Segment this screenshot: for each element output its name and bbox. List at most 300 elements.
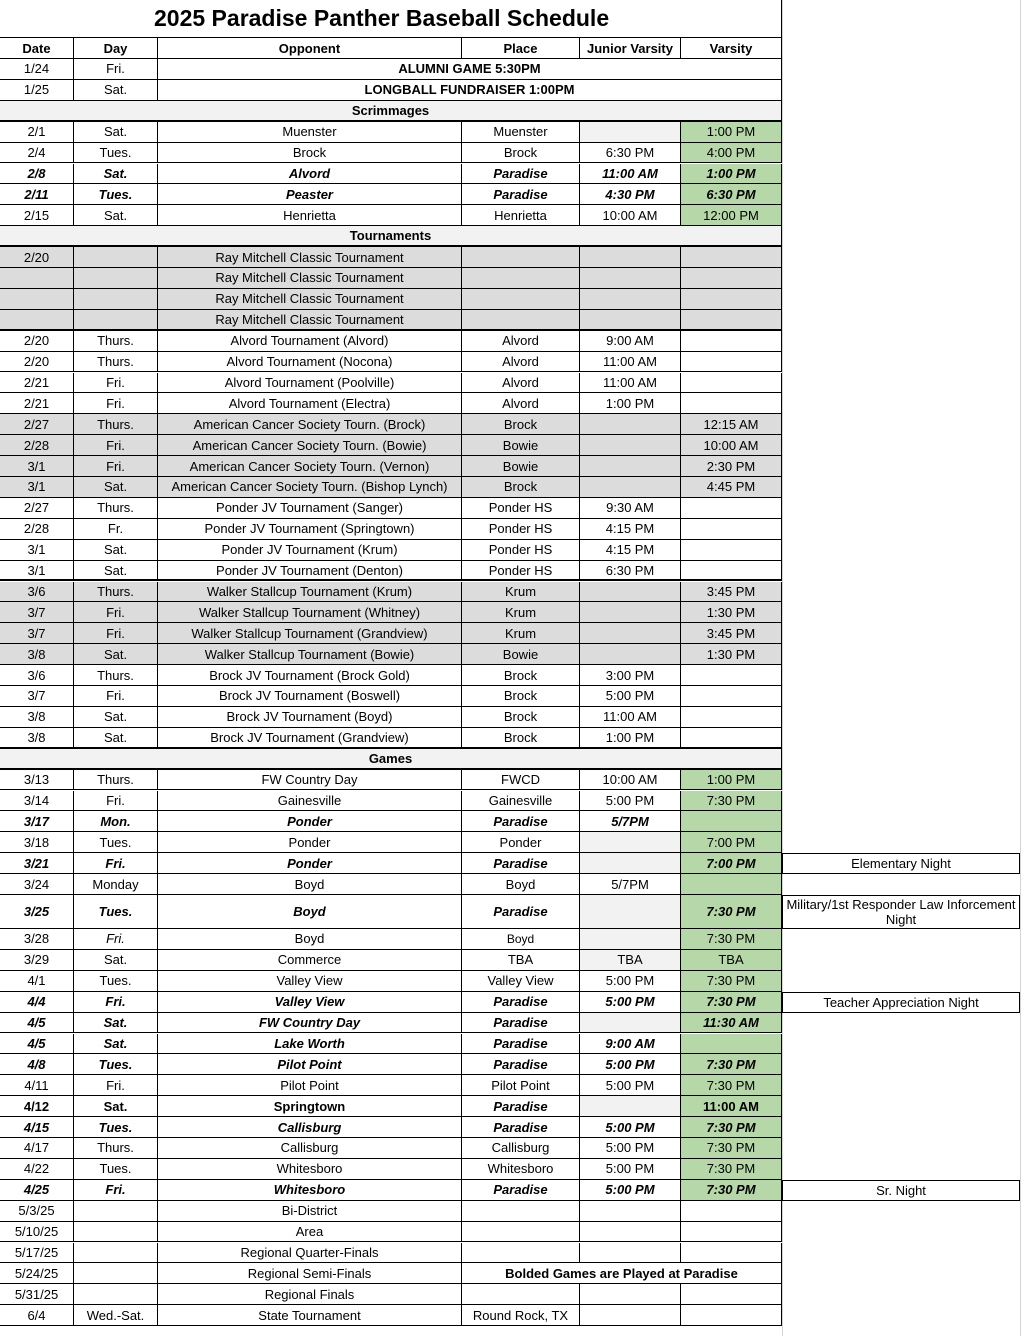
day-cell: Sat. — [74, 561, 158, 582]
place-cell — [462, 247, 580, 268]
jv-time-cell — [580, 477, 681, 498]
date-cell: 3/18 — [0, 832, 74, 853]
opponent-cell: Callisburg — [158, 1138, 462, 1159]
varsity-time-cell: 7:30 PM — [681, 1180, 782, 1201]
date-cell: 3/8 — [0, 707, 74, 728]
date-cell: 2/27 — [0, 498, 74, 519]
table-row — [0, 1222, 1036, 1243]
varsity-time-cell — [681, 519, 782, 540]
jv-time-cell — [580, 414, 681, 435]
place-cell: Krum — [462, 582, 580, 603]
day-cell: Fri. — [74, 791, 158, 812]
opponent-cell: Ray Mitchell Classic Tournament — [158, 268, 462, 289]
place-cell: Valley View — [462, 971, 580, 992]
opponent-cell: Alvord Tournament (Poolville) — [158, 373, 462, 394]
jv-time-cell: 5:00 PM — [580, 1075, 681, 1096]
title-row — [0, 0, 1036, 38]
date-cell: 3/1 — [0, 456, 74, 477]
date-cell: 3/7 — [0, 623, 74, 644]
jv-time-cell: 10:00 AM — [580, 205, 681, 226]
varsity-time-cell — [681, 310, 782, 331]
table-row — [0, 268, 1036, 289]
date-cell: 3/28 — [0, 929, 74, 950]
place-cell: Krum — [462, 602, 580, 623]
table-row — [0, 602, 1036, 623]
varsity-time-cell — [681, 352, 782, 373]
day-cell — [74, 1222, 158, 1243]
table-row — [0, 971, 1036, 992]
opponent-cell: Regional Quarter-Finals — [158, 1243, 462, 1264]
day-cell: Tues. — [74, 895, 158, 929]
varsity-time-cell — [681, 686, 782, 707]
varsity-time-cell: 7:30 PM — [681, 971, 782, 992]
jv-time-cell: 5:00 PM — [580, 1054, 681, 1075]
place-cell: Alvord — [462, 373, 580, 394]
varsity-time-cell — [681, 498, 782, 519]
varsity-time-cell — [681, 707, 782, 728]
opponent-cell: Brock — [158, 143, 462, 164]
day-cell: Thurs. — [74, 770, 158, 791]
date-cell: 6/4 — [0, 1305, 74, 1326]
opponent-cell: Springtown — [158, 1096, 462, 1117]
section-header-row — [0, 749, 1036, 770]
varsity-time-cell: 7:30 PM — [681, 1054, 782, 1075]
table-row — [0, 1263, 1036, 1284]
day-cell: Thurs. — [74, 1138, 158, 1159]
opponent-cell: Alvord Tournament (Nocona) — [158, 352, 462, 373]
place-cell: Gainesville — [462, 791, 580, 812]
place-cell: Ponder — [462, 832, 580, 853]
date-cell: 4/12 — [0, 1096, 74, 1117]
day-cell: Fri. — [74, 686, 158, 707]
place-cell: Ponder HS — [462, 519, 580, 540]
place-cell: Paradise — [462, 164, 580, 185]
table-row — [0, 992, 1036, 1013]
table-row — [0, 289, 1036, 310]
table-row — [0, 331, 1036, 352]
table-row — [0, 895, 1036, 929]
day-cell: Thurs. — [74, 665, 158, 686]
opponent-cell: Bi-District — [158, 1201, 462, 1222]
table-row — [0, 950, 1036, 971]
jv-time-cell: 3:00 PM — [580, 665, 681, 686]
place-cell: Alvord — [462, 331, 580, 352]
jv-time-cell — [580, 1096, 681, 1117]
place-cell: Callisburg — [462, 1138, 580, 1159]
jv-time-cell: 11:00 AM — [580, 164, 681, 185]
place-cell: Paradise — [462, 853, 580, 874]
day-cell: Fri. — [74, 623, 158, 644]
event-note-cell: Sr. Night — [782, 1180, 1020, 1201]
event-name-cell: ALUMNI GAME 5:30PM — [158, 59, 782, 80]
table-row — [0, 1034, 1036, 1055]
jv-time-cell — [580, 1222, 681, 1243]
opponent-cell: Ponder — [158, 853, 462, 874]
day-cell: Tues. — [74, 971, 158, 992]
day-cell: Sat. — [74, 80, 158, 101]
date-cell: 2/28 — [0, 435, 74, 456]
table-row — [0, 1075, 1036, 1096]
table-row — [0, 1013, 1036, 1034]
jv-time-cell: 5:00 PM — [580, 1117, 681, 1138]
day-cell: Sat. — [74, 707, 158, 728]
date-cell: 2/20 — [0, 247, 74, 268]
opponent-cell: Brock JV Tournament (Brock Gold) — [158, 665, 462, 686]
jv-time-cell: 5:00 PM — [580, 791, 681, 812]
day-cell — [74, 1243, 158, 1264]
opponent-cell: Lake Worth — [158, 1034, 462, 1055]
jv-time-cell — [580, 247, 681, 268]
date-cell: 2/4 — [0, 143, 74, 164]
place-cell: Brock — [462, 707, 580, 728]
opponent-cell: Ponder JV Tournament (Sanger) — [158, 498, 462, 519]
jv-time-cell: 1:00 PM — [580, 393, 681, 414]
day-cell: Fri. — [74, 435, 158, 456]
varsity-time-cell: 7:30 PM — [681, 929, 782, 950]
day-cell — [74, 289, 158, 310]
opponent-cell: Ponder JV Tournament (Krum) — [158, 540, 462, 561]
jv-time-cell — [580, 1284, 681, 1305]
table-row — [0, 686, 1036, 707]
date-cell: 1/24 — [0, 59, 74, 80]
jv-time-cell — [580, 122, 681, 143]
table-row — [0, 1138, 1036, 1159]
jv-time-cell — [580, 853, 681, 874]
jv-time-cell: 5:00 PM — [580, 1159, 681, 1180]
varsity-time-cell — [681, 561, 782, 582]
place-cell: Brock — [462, 477, 580, 498]
table-row — [0, 1201, 1036, 1222]
date-cell: 3/29 — [0, 950, 74, 971]
day-cell: Fri. — [74, 373, 158, 394]
opponent-cell: Area — [158, 1222, 462, 1243]
table-row — [0, 498, 1036, 519]
date-cell: 3/6 — [0, 665, 74, 686]
day-cell: Fri. — [74, 853, 158, 874]
table-row — [0, 1284, 1036, 1305]
date-cell: 3/13 — [0, 770, 74, 791]
day-cell: Fri. — [74, 393, 158, 414]
place-cell: Henrietta — [462, 205, 580, 226]
column-header-day: Day — [74, 38, 158, 59]
date-cell: 3/21 — [0, 853, 74, 874]
date-cell: 2/21 — [0, 393, 74, 414]
varsity-time-cell: 7:30 PM — [681, 1138, 782, 1159]
jv-time-cell: 4:15 PM — [580, 540, 681, 561]
jv-time-cell: 9:30 AM — [580, 498, 681, 519]
jv-time-cell — [580, 268, 681, 289]
day-cell: Sat. — [74, 1096, 158, 1117]
date-cell: 2/8 — [0, 164, 74, 185]
day-cell: Thurs. — [74, 498, 158, 519]
varsity-time-cell — [681, 728, 782, 749]
day-cell: Monday — [74, 874, 158, 895]
table-row — [0, 1054, 1036, 1075]
place-cell: Bowie — [462, 644, 580, 665]
place-cell: Alvord — [462, 393, 580, 414]
opponent-cell: Boyd — [158, 895, 462, 929]
day-cell: Tues. — [74, 1117, 158, 1138]
table-row — [0, 874, 1036, 895]
varsity-time-cell — [681, 247, 782, 268]
table-row — [0, 164, 1036, 185]
varsity-time-cell: 2:30 PM — [681, 456, 782, 477]
jv-time-cell — [580, 435, 681, 456]
table-row — [0, 143, 1036, 164]
varsity-time-cell: 7:30 PM — [681, 1117, 782, 1138]
event-row — [0, 80, 1036, 101]
varsity-time-cell — [681, 540, 782, 561]
varsity-time-cell: 3:45 PM — [681, 623, 782, 644]
event-row — [0, 59, 1036, 80]
varsity-time-cell — [681, 874, 782, 895]
table-row — [0, 519, 1036, 540]
date-cell: 3/24 — [0, 874, 74, 895]
place-cell: Ponder HS — [462, 540, 580, 561]
table-row — [0, 853, 1036, 874]
jv-time-cell — [580, 623, 681, 644]
day-cell — [74, 1284, 158, 1305]
date-cell: 3/7 — [0, 602, 74, 623]
day-cell: Fr. — [74, 519, 158, 540]
table-row — [0, 205, 1036, 226]
place-cell: Paradise — [462, 811, 580, 832]
day-cell: Fri. — [74, 602, 158, 623]
date-cell: 4/5 — [0, 1034, 74, 1055]
day-cell: Sat. — [74, 477, 158, 498]
table-row — [0, 770, 1036, 791]
opponent-cell: Pilot Point — [158, 1054, 462, 1075]
place-cell: Paradise — [462, 184, 580, 205]
table-row — [0, 1096, 1036, 1117]
table-row — [0, 832, 1036, 853]
section-title: Scrimmages — [0, 101, 782, 122]
date-cell: 3/1 — [0, 477, 74, 498]
opponent-cell: FW Country Day — [158, 1013, 462, 1034]
opponent-cell: State Tournament — [158, 1305, 462, 1326]
date-cell: 4/25 — [0, 1180, 74, 1201]
date-cell: 5/3/25 — [0, 1201, 74, 1222]
place-cell: Ponder HS — [462, 561, 580, 582]
place-cell: Boyd — [462, 874, 580, 895]
date-cell: 3/8 — [0, 728, 74, 749]
varsity-time-cell — [681, 1284, 782, 1305]
place-cell — [462, 289, 580, 310]
jv-time-cell: 11:00 AM — [580, 373, 681, 394]
day-cell: Tues. — [74, 143, 158, 164]
place-cell: Paradise — [462, 992, 580, 1013]
jv-time-cell: 5/7PM — [580, 874, 681, 895]
place-cell — [462, 310, 580, 331]
opponent-cell: Ray Mitchell Classic Tournament — [158, 289, 462, 310]
date-cell — [0, 289, 74, 310]
date-cell: 3/14 — [0, 791, 74, 812]
day-cell: Sat. — [74, 644, 158, 665]
opponent-cell: Callisburg — [158, 1117, 462, 1138]
opponent-cell: Whitesboro — [158, 1159, 462, 1180]
place-cell: TBA — [462, 950, 580, 971]
jv-time-cell: 11:00 AM — [580, 707, 681, 728]
place-cell: Muenster — [462, 122, 580, 143]
table-row — [0, 456, 1036, 477]
legend-note: Bolded Games are Played at Paradise — [462, 1263, 782, 1284]
opponent-cell: Walker Stallcup Tournament (Krum) — [158, 582, 462, 603]
opponent-cell: Brock JV Tournament (Boyd) — [158, 707, 462, 728]
varsity-time-cell — [681, 1034, 782, 1055]
opponent-cell: Ponder — [158, 832, 462, 853]
table-row — [0, 561, 1036, 582]
varsity-time-cell: 6:30 PM — [681, 184, 782, 205]
table-row — [0, 373, 1036, 394]
jv-time-cell: 6:30 PM — [580, 143, 681, 164]
varsity-time-cell: 11:30 AM — [681, 1013, 782, 1034]
opponent-cell: Brock JV Tournament (Grandview) — [158, 728, 462, 749]
opponent-cell: Alvord — [158, 164, 462, 185]
day-cell: Fri. — [74, 1180, 158, 1201]
day-cell: Tues. — [74, 1159, 158, 1180]
date-cell: 2/15 — [0, 205, 74, 226]
opponent-cell: Ponder JV Tournament (Denton) — [158, 561, 462, 582]
day-cell: Tues. — [74, 832, 158, 853]
day-cell — [74, 1201, 158, 1222]
date-cell: 3/1 — [0, 540, 74, 561]
event-note-cell: Teacher Appreciation Night — [782, 992, 1020, 1013]
jv-time-cell: 5:00 PM — [580, 686, 681, 707]
varsity-time-cell: 11:00 AM — [681, 1096, 782, 1117]
place-cell — [462, 1201, 580, 1222]
opponent-cell: Gainesville — [158, 791, 462, 812]
opponent-cell: Whitesboro — [158, 1180, 462, 1201]
table-row — [0, 393, 1036, 414]
varsity-time-cell: 12:00 PM — [681, 205, 782, 226]
date-cell — [0, 310, 74, 331]
varsity-time-cell: 10:00 AM — [681, 435, 782, 456]
jv-time-cell: 1:00 PM — [580, 728, 681, 749]
event-note-cell: Military/1st Responder Law Inforcement Night — [782, 895, 1020, 929]
day-cell: Fri. — [74, 59, 158, 80]
varsity-time-cell — [681, 1305, 782, 1326]
place-cell: Bowie — [462, 435, 580, 456]
day-cell: Sat. — [74, 205, 158, 226]
place-cell: Paradise — [462, 1054, 580, 1075]
table-row — [0, 477, 1036, 498]
table-row — [0, 707, 1036, 728]
varsity-time-cell: 7:30 PM — [681, 992, 782, 1013]
section-header-row — [0, 226, 1036, 247]
jv-time-cell: 5:00 PM — [580, 971, 681, 992]
date-cell: 4/11 — [0, 1075, 74, 1096]
opponent-cell: American Cancer Society Tourn. (Brock) — [158, 414, 462, 435]
jv-time-cell — [580, 644, 681, 665]
jv-time-cell: TBA — [580, 950, 681, 971]
varsity-time-cell: 4:00 PM — [681, 143, 782, 164]
jv-time-cell — [580, 582, 681, 603]
jv-time-cell — [580, 1201, 681, 1222]
date-cell: 4/15 — [0, 1117, 74, 1138]
place-cell — [462, 1243, 580, 1264]
opponent-cell: Ponder — [158, 811, 462, 832]
varsity-time-cell — [681, 1243, 782, 1264]
place-cell: Whitesboro — [462, 1159, 580, 1180]
section-title: Games — [0, 749, 782, 770]
day-cell: Thurs. — [74, 414, 158, 435]
place-cell: Brock — [462, 665, 580, 686]
date-cell: 5/24/25 — [0, 1263, 74, 1284]
date-cell: 5/31/25 — [0, 1284, 74, 1305]
table-row — [0, 811, 1036, 832]
date-cell: 2/28 — [0, 519, 74, 540]
jv-time-cell: 11:00 AM — [580, 352, 681, 373]
day-cell: Tues. — [74, 1054, 158, 1075]
day-cell: Mon. — [74, 811, 158, 832]
page-title: 2025 Paradise Panther Baseball Schedule — [0, 0, 782, 38]
header-row — [0, 38, 1036, 59]
opponent-cell: American Cancer Society Tourn. (Bishop Lynch) — [158, 477, 462, 498]
jv-time-cell: 5:00 PM — [580, 1180, 681, 1201]
day-cell — [74, 310, 158, 331]
varsity-time-cell: 7:30 PM — [681, 1075, 782, 1096]
varsity-time-cell: 1:30 PM — [681, 644, 782, 665]
event-note-cell: Elementary Night — [782, 853, 1020, 874]
column-header-varsity: Varsity — [681, 38, 782, 59]
day-cell: Sat. — [74, 1013, 158, 1034]
varsity-time-cell: 7:00 PM — [681, 853, 782, 874]
place-cell — [462, 268, 580, 289]
day-cell: Tues. — [74, 184, 158, 205]
place-cell: Paradise — [462, 895, 580, 929]
table-row — [0, 623, 1036, 644]
table-row — [0, 644, 1036, 665]
date-cell: 4/8 — [0, 1054, 74, 1075]
varsity-time-cell: 4:45 PM — [681, 477, 782, 498]
varsity-time-cell — [681, 373, 782, 394]
opponent-cell: Muenster — [158, 122, 462, 143]
varsity-time-cell: 7:30 PM — [681, 1159, 782, 1180]
varsity-time-cell — [681, 811, 782, 832]
column-header-date: Date — [0, 38, 74, 59]
opponent-cell: Alvord Tournament (Alvord) — [158, 331, 462, 352]
column-header-place: Place — [462, 38, 580, 59]
varsity-time-cell: 12:15 AM — [681, 414, 782, 435]
table-row — [0, 1243, 1036, 1264]
opponent-cell: American Cancer Society Tourn. (Vernon) — [158, 456, 462, 477]
date-cell: 2/27 — [0, 414, 74, 435]
place-cell — [462, 1222, 580, 1243]
place-cell: Boyd — [462, 929, 580, 950]
date-cell: 2/20 — [0, 331, 74, 352]
place-cell: Krum — [462, 623, 580, 644]
date-cell: 2/20 — [0, 352, 74, 373]
place-cell: Brock — [462, 686, 580, 707]
varsity-time-cell — [681, 289, 782, 310]
table-row — [0, 791, 1036, 812]
column-header-opponent: Opponent — [158, 38, 462, 59]
varsity-time-cell: 1:00 PM — [681, 122, 782, 143]
place-cell: Round Rock, TX — [462, 1305, 580, 1326]
jv-time-cell: 4:30 PM — [580, 184, 681, 205]
place-cell: Paradise — [462, 1117, 580, 1138]
table-row — [0, 1117, 1036, 1138]
date-cell: 3/6 — [0, 582, 74, 603]
section-title: Tournaments — [0, 226, 782, 247]
varsity-time-cell — [681, 1201, 782, 1222]
day-cell: Fri. — [74, 992, 158, 1013]
date-cell: 4/1 — [0, 971, 74, 992]
jv-time-cell — [580, 1243, 681, 1264]
opponent-cell: American Cancer Society Tourn. (Bowie) — [158, 435, 462, 456]
opponent-cell: Henrietta — [158, 205, 462, 226]
day-cell: Wed.-Sat. — [74, 1305, 158, 1326]
